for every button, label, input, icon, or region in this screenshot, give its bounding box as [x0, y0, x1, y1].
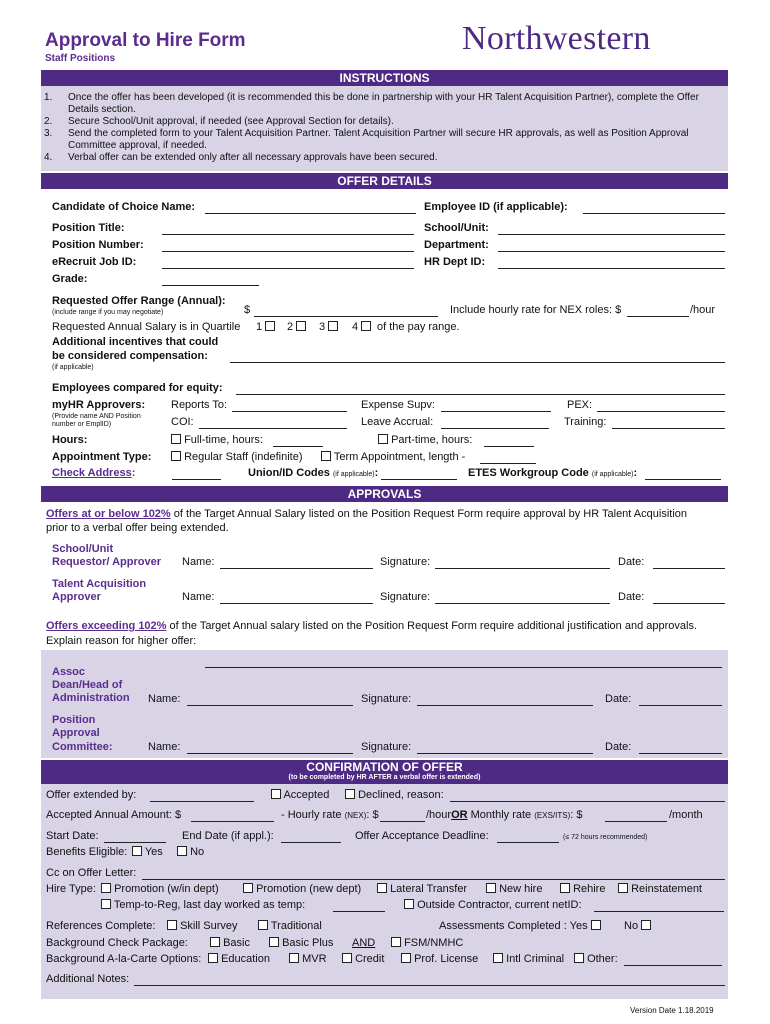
myhr-label: myHR Approvers:: [52, 399, 146, 411]
explain-label: Explain reason for higher offer:: [46, 635, 197, 647]
outside-contractor-label: Outside Contractor, current netID:: [417, 899, 582, 911]
start-date-field[interactable]: [104, 842, 166, 843]
month-label: /month: [669, 809, 703, 821]
approver2-name-label: Name:: [182, 591, 215, 603]
assessments-yes-option[interactable]: [439, 920, 601, 932]
assoc-dean-label-1: Assoc: [52, 666, 86, 678]
position-title-label: Position Title:: [52, 222, 125, 234]
approver3-date-label: Date:: [605, 693, 632, 705]
basic-option[interactable]: [210, 937, 250, 949]
approver4-signature-label: Signature:: [361, 741, 412, 753]
mvr-checkbox[interactable]: [289, 953, 299, 963]
part-time-hours-field[interactable]: [484, 446, 534, 447]
temp-last-day-field[interactable]: [333, 911, 385, 912]
union-codes-label: [248, 467, 378, 479]
regular-staff-checkbox[interactable]: [171, 451, 181, 461]
assessments-label: Assessments Completed : Yes: [439, 920, 588, 932]
union-codes-field[interactable]: [381, 479, 457, 480]
hr-dept-label: HR Dept ID:: [424, 256, 486, 268]
monthly-dollar: : $: [570, 809, 583, 821]
skill-survey-option[interactable]: [167, 920, 238, 932]
term-appt-checkbox[interactable]: [321, 451, 331, 461]
other-label: Other:: [587, 953, 618, 965]
approver2-name-field[interactable]: [220, 603, 373, 604]
offer-extended-field[interactable]: [150, 801, 254, 802]
pac-label-3: Committee:: [52, 741, 113, 753]
assessments-yes-checkbox[interactable]: [591, 920, 601, 930]
instruction-number: 1.: [44, 92, 53, 103]
instruction-text: Committee approval, if needed.: [68, 140, 207, 151]
promo-new-option[interactable]: [243, 883, 361, 895]
incentives-note: (if applicable): [52, 364, 94, 371]
pac-label-2: Approval: [52, 727, 100, 739]
offers-exceeding-link[interactable]: Offers exceeding 102%: [46, 620, 167, 632]
benefits-no-label: No: [190, 846, 205, 858]
references-label: References Complete:: [46, 920, 156, 932]
department-label: Department:: [424, 239, 489, 251]
offers-below-link[interactable]: Offers at or below 102%: [46, 508, 171, 520]
pex-field[interactable]: [597, 411, 725, 412]
check-address-link[interactable]: Check Address: [52, 467, 132, 479]
coi-label: COI:: [171, 416, 194, 428]
approver2-date-label: Date:: [618, 591, 645, 603]
fsm-checkbox[interactable]: [391, 937, 401, 947]
confirmation-title: CONFIRMATION OF OFFER: [306, 760, 463, 774]
acceptance-deadline-field[interactable]: [497, 842, 559, 843]
approver1-date-label: Date:: [618, 556, 645, 568]
education-option[interactable]: [208, 953, 270, 965]
term-appt-option[interactable]: [321, 451, 465, 463]
approvals-p2-text: of the Target Annual salary listed on the Position Request Form require additional justification and approvals.: [169, 620, 698, 632]
credit-option[interactable]: [342, 953, 384, 965]
quartile-2-checkbox[interactable]: [296, 321, 306, 331]
intl-criminal-label: Intl Criminal: [506, 953, 565, 965]
approver1-name-label: Name:: [182, 556, 215, 568]
instruction-text: Verbal offer can be extended only after all necessary approvals have been secured.: [68, 152, 438, 163]
netid-field[interactable]: [594, 911, 724, 912]
assessments-no-option[interactable]: [624, 920, 651, 932]
check-address-row: [52, 467, 135, 479]
hire-type-label: Hire Type:: [46, 883, 96, 895]
quartile-3-label: 3: [319, 321, 326, 333]
approver3-name-field[interactable]: [187, 705, 353, 706]
expense-supv-field[interactable]: [441, 411, 551, 412]
new-hire-checkbox[interactable]: [486, 883, 496, 893]
monthly-rate-label: Monthly rate: [470, 809, 532, 821]
intl-criminal-option[interactable]: [493, 953, 564, 965]
instruction-text: Send the completed form to your Talent Acquisition Partner. Talent Acquisition Partner will secure HR approvals, as well as Position Approval: [68, 128, 689, 139]
declined-reason-field[interactable]: [450, 801, 725, 802]
erecruit-field[interactable]: [162, 268, 414, 269]
quartile-1[interactable]: [256, 321, 275, 333]
approver4-date-label: Date:: [605, 741, 632, 753]
assessments-no-checkbox[interactable]: [641, 920, 651, 930]
credit-label: Credit: [355, 953, 385, 965]
reinstatement-checkbox[interactable]: [618, 883, 628, 893]
hourly-note: Include hourly rate for NEX roles: $: [450, 304, 622, 316]
confirmation-header: [41, 760, 728, 784]
etes-field[interactable]: [645, 479, 721, 480]
accepted-amount-label: Accepted Annual Amount: $: [46, 809, 182, 821]
leave-accrual-label: Leave Accrual:: [361, 416, 434, 428]
benefits-yes-checkbox[interactable]: [132, 846, 142, 856]
quartile-3-checkbox[interactable]: [328, 321, 338, 331]
approvals-paragraph-1b: prior to a verbal offer being extended.: [46, 522, 229, 534]
additional-notes-field[interactable]: [134, 985, 725, 986]
position-number-label: Position Number:: [52, 239, 144, 251]
bg-package-label: Background Check Package:: [46, 937, 188, 949]
promo-within-option[interactable]: [101, 883, 219, 895]
union-codes-note: (if applicable): [332, 471, 375, 478]
approvals-paragraph-1: [46, 508, 687, 520]
part-time-label: Part-time, hours:: [391, 434, 473, 446]
coi-field[interactable]: [199, 428, 347, 429]
nex-note: (NEX): [344, 811, 367, 820]
promo-within-label: Promotion (w/in dept): [114, 883, 219, 895]
rehire-label: Rehire: [573, 883, 606, 895]
grade-field[interactable]: [162, 285, 259, 286]
basic-label: Basic: [223, 937, 250, 949]
outside-contractor-checkbox[interactable]: [404, 899, 414, 909]
cc-letter-label: Cc on Offer Letter:: [46, 867, 137, 879]
fsm-label: FSM/NMHC: [404, 937, 464, 949]
school-unit-field[interactable]: [498, 234, 725, 235]
department-field[interactable]: [498, 251, 725, 252]
prof-license-checkbox[interactable]: [401, 953, 411, 963]
quartile-1-checkbox[interactable]: [265, 321, 275, 331]
temp-to-reg-label: Temp-to-Reg, last day worked as temp:: [113, 899, 306, 911]
approver1-date-field[interactable]: [653, 568, 725, 569]
approver3-signature-field[interactable]: [417, 705, 593, 706]
approver2-signature-field[interactable]: [435, 603, 610, 604]
hourly-rate-field[interactable]: [380, 821, 425, 822]
deadline-note: (≤ 72 hours recommended): [563, 834, 648, 841]
other-field[interactable]: [624, 965, 722, 966]
appointment-type-label: Appointment Type:: [52, 451, 152, 463]
etes-label: [468, 467, 637, 479]
quartile-2-label: 2: [287, 321, 294, 333]
monthly-rate-field[interactable]: [605, 821, 667, 822]
promo-within-checkbox[interactable]: [101, 883, 111, 893]
equity-label: Employees compared for equity:: [52, 382, 223, 394]
full-time-hours-field[interactable]: [273, 446, 323, 447]
etes-text: ETES Workgroup Code: [468, 467, 589, 479]
instructions-header: INSTRUCTIONS: [41, 70, 728, 86]
myhr-note-1: (Provide name AND Position: [52, 413, 141, 420]
quartile-label: Requested Annual Salary is in Quartile: [52, 321, 241, 333]
school-unit-approver-label-1: School/Unit: [52, 543, 114, 555]
accepted-checkbox[interactable]: [271, 789, 281, 799]
intl-criminal-checkbox[interactable]: [493, 953, 503, 963]
hourly-suffix: /hour: [690, 304, 716, 316]
incentives-field[interactable]: [230, 362, 725, 363]
erecruit-label: eRecruit Job ID:: [52, 256, 137, 268]
basic-checkbox[interactable]: [210, 937, 220, 947]
benefits-no-checkbox[interactable]: [177, 846, 187, 856]
assoc-dean-label-3: Administration: [52, 692, 130, 704]
instruction-number: 2.: [44, 116, 53, 127]
reinstatement-label: Reinstatement: [631, 883, 702, 895]
fsm-option[interactable]: [391, 937, 463, 949]
full-time-option[interactable]: [171, 434, 263, 446]
instruction-text: Details section.: [68, 104, 136, 115]
quartile-4-checkbox[interactable]: [361, 321, 371, 331]
quartile-2[interactable]: [287, 321, 306, 333]
lateral-option[interactable]: [377, 883, 467, 895]
instruction-text: Secure School/Unit approval, if needed (see Approval Section for details).: [68, 116, 394, 127]
lateral-checkbox[interactable]: [377, 883, 387, 893]
quartile-suffix: of the pay range.: [377, 321, 460, 333]
version-date: Version Date 1.18.2019: [630, 1006, 714, 1015]
approver1-signature-label: Signature:: [380, 556, 431, 568]
hours-label: Hours:: [52, 434, 88, 446]
new-hire-label: New hire: [499, 883, 543, 895]
full-time-label: Full-time, hours:: [184, 434, 263, 446]
offer-extended-label: Offer extended by:: [46, 789, 137, 801]
approver4-signature-field[interactable]: [417, 753, 593, 754]
or-label: OR: [451, 809, 468, 821]
declined-option[interactable]: [345, 789, 444, 801]
page-subtitle: Staff Positions: [45, 53, 116, 64]
approver2-date-field[interactable]: [653, 603, 725, 604]
hour-label: /hour: [426, 809, 452, 821]
incentives-label-1: Additional incentives that could: [52, 336, 219, 348]
school-unit-label: School/Unit:: [424, 222, 489, 234]
explain-reason-field[interactable]: [205, 667, 722, 668]
temp-to-reg-option[interactable]: [101, 899, 305, 911]
school-unit-approver-label-2: Requestor/ Approver: [52, 556, 162, 568]
acceptance-deadline-label: Offer Acceptance Deadline:: [355, 830, 489, 842]
approver3-signature-label: Signature:: [361, 693, 412, 705]
approver4-name-label: Name:: [148, 741, 181, 753]
incentives-label-2: be considered compensation:: [52, 350, 208, 362]
pex-label: PEX:: [567, 399, 593, 411]
mvr-option[interactable]: [289, 953, 327, 965]
employee-id-label: Employee ID (if applicable):: [424, 201, 568, 213]
full-time-checkbox[interactable]: [171, 434, 181, 444]
education-label: Education: [221, 953, 270, 965]
offer-range-dollar: $: [244, 304, 251, 316]
instruction-text: Once the offer has been developed (it is recommended this be done in partnership with your HR Talent Acquisition Partner), complete the Offer: [68, 92, 699, 103]
approver3-name-label: Name:: [148, 693, 181, 705]
regular-staff-label: Regular Staff (indefinite): [184, 451, 303, 463]
hourly-rate-dollar: : $: [366, 809, 379, 821]
traditional-checkbox[interactable]: [258, 920, 268, 930]
approver4-date-field[interactable]: [639, 753, 722, 754]
declined-label: Declined, reason:: [358, 789, 444, 801]
cc-letter-field[interactable]: [142, 879, 725, 880]
hourly-rate-field[interactable]: [627, 316, 689, 317]
outside-contractor-option[interactable]: [404, 899, 582, 911]
approvals-paragraph-2: [46, 620, 697, 632]
temp-to-reg-checkbox[interactable]: [101, 899, 111, 909]
myhr-note-2: number or EmplID): [52, 421, 112, 428]
declined-checkbox[interactable]: [345, 789, 355, 799]
ta-approver-label-2: Approver: [52, 591, 101, 603]
quartile-3[interactable]: [319, 321, 338, 333]
check-address-field[interactable]: [172, 479, 221, 480]
end-date-label: End Date (if appl.):: [182, 830, 274, 842]
offer-range-field[interactable]: [254, 316, 438, 317]
prof-license-label: Prof. License: [414, 953, 479, 965]
promo-new-label: Promotion (new dept): [256, 883, 362, 895]
reports-to-field[interactable]: [232, 411, 347, 412]
benefits-label: Benefits Eligible:: [46, 846, 128, 858]
quartile-4[interactable]: [352, 321, 371, 333]
approvals-header: APPROVALS: [41, 486, 728, 502]
rehire-checkbox[interactable]: [560, 883, 570, 893]
benefits-yes-option[interactable]: [132, 846, 163, 858]
new-hire-option[interactable]: [486, 883, 542, 895]
approver1-name-field[interactable]: [220, 568, 373, 569]
accepted-amount-field[interactable]: [191, 821, 274, 822]
assessments-no-label: No: [624, 920, 639, 932]
etes-note: (if applicable): [591, 471, 634, 478]
approver2-signature-label: Signature:: [380, 591, 431, 603]
offer-details-header: OFFER DETAILS: [41, 173, 728, 189]
position-title-field[interactable]: [162, 234, 414, 235]
accepted-option[interactable]: [271, 789, 329, 801]
candidate-label: Candidate of Choice Name:: [52, 201, 196, 213]
skill-survey-checkbox[interactable]: [167, 920, 177, 930]
leave-accrual-field[interactable]: [441, 428, 549, 429]
end-date-field[interactable]: [281, 842, 341, 843]
candidate-name-field[interactable]: [205, 213, 416, 214]
union-codes-colon: :: [374, 467, 379, 479]
part-time-checkbox[interactable]: [378, 434, 388, 444]
basic-plus-checkbox[interactable]: [269, 937, 279, 947]
etes-colon: :: [633, 467, 638, 479]
confirmation-subtitle: (to be completed by HR AFTER a verbal offer is extended): [288, 774, 481, 781]
position-number-field[interactable]: [162, 251, 414, 252]
credit-checkbox[interactable]: [342, 953, 352, 963]
mvr-label: MVR: [302, 953, 327, 965]
benefits-no-option[interactable]: [177, 846, 204, 858]
term-length-field[interactable]: [480, 463, 536, 464]
reinstatement-option[interactable]: [618, 883, 702, 895]
hourly-rate-label: - Hourly rate: [281, 809, 342, 821]
promo-new-checkbox[interactable]: [243, 883, 253, 893]
basic-plus-option[interactable]: [269, 937, 333, 949]
hourly-rate-group: [281, 809, 379, 821]
training-label: Training:: [564, 416, 607, 428]
lateral-label: Lateral Transfer: [390, 883, 468, 895]
part-time-option[interactable]: [378, 434, 472, 446]
grade-label: Grade:: [52, 273, 88, 285]
instruction-number: 4.: [44, 152, 53, 163]
approver4-name-field[interactable]: [187, 753, 353, 754]
page-title: Approval to Hire Form: [45, 30, 246, 51]
assoc-dean-label-2: Dean/Head of: [52, 679, 123, 691]
start-date-label: Start Date:: [46, 830, 99, 842]
offer-range-note: (include range if you may negotiate): [52, 309, 164, 316]
approvals-p1-text: of the Target Annual Salary listed on the Position Request Form require approval by HR Talent Acquisition: [173, 508, 687, 520]
equity-field[interactable]: [236, 394, 725, 395]
term-appt-label: Term Appointment, length -: [333, 451, 466, 463]
expense-supv-label: Expense Supv:: [361, 399, 435, 411]
bg-carte-label: Background A-la-Carte Options:: [46, 953, 202, 965]
traditional-label: Traditional: [270, 920, 322, 932]
other-checkbox[interactable]: [574, 953, 584, 963]
reports-to-label: Reports To:: [171, 399, 228, 411]
employee-id-field[interactable]: [583, 213, 725, 214]
pac-label-1: Position: [52, 714, 96, 726]
check-address-colon: :: [131, 467, 136, 479]
education-checkbox[interactable]: [208, 953, 218, 963]
basic-plus-label: Basic Plus: [282, 937, 334, 949]
quartile-1-label: 1: [256, 321, 263, 333]
instruction-number: 3.: [44, 128, 53, 139]
accepted-label: Accepted: [283, 789, 330, 801]
offer-range-label: Requested Offer Range (Annual):: [52, 295, 226, 307]
hour-or-group: [426, 809, 582, 821]
approver1-signature-field[interactable]: [435, 568, 610, 569]
ta-approver-label-1: Talent Acquisition: [52, 578, 147, 590]
training-field[interactable]: [612, 428, 725, 429]
and-label: AND: [352, 937, 376, 949]
exs-note: (EXS/ITS): [534, 811, 571, 820]
prof-license-option[interactable]: [401, 953, 478, 965]
traditional-option[interactable]: [258, 920, 322, 932]
hr-dept-field[interactable]: [498, 268, 725, 269]
rehire-option[interactable]: [560, 883, 605, 895]
union-codes-text: Union/ID Codes: [248, 467, 330, 479]
quartile-4-label: 4: [352, 321, 359, 333]
benefits-yes-label: Yes: [144, 846, 163, 858]
regular-staff-option[interactable]: [171, 451, 302, 463]
other-option[interactable]: [574, 953, 618, 965]
northwestern-logo: Northwestern: [462, 20, 651, 57]
skill-survey-label: Skill Survey: [180, 920, 238, 932]
approver3-date-field[interactable]: [639, 705, 722, 706]
additional-notes-label: Additional Notes:: [46, 973, 130, 985]
